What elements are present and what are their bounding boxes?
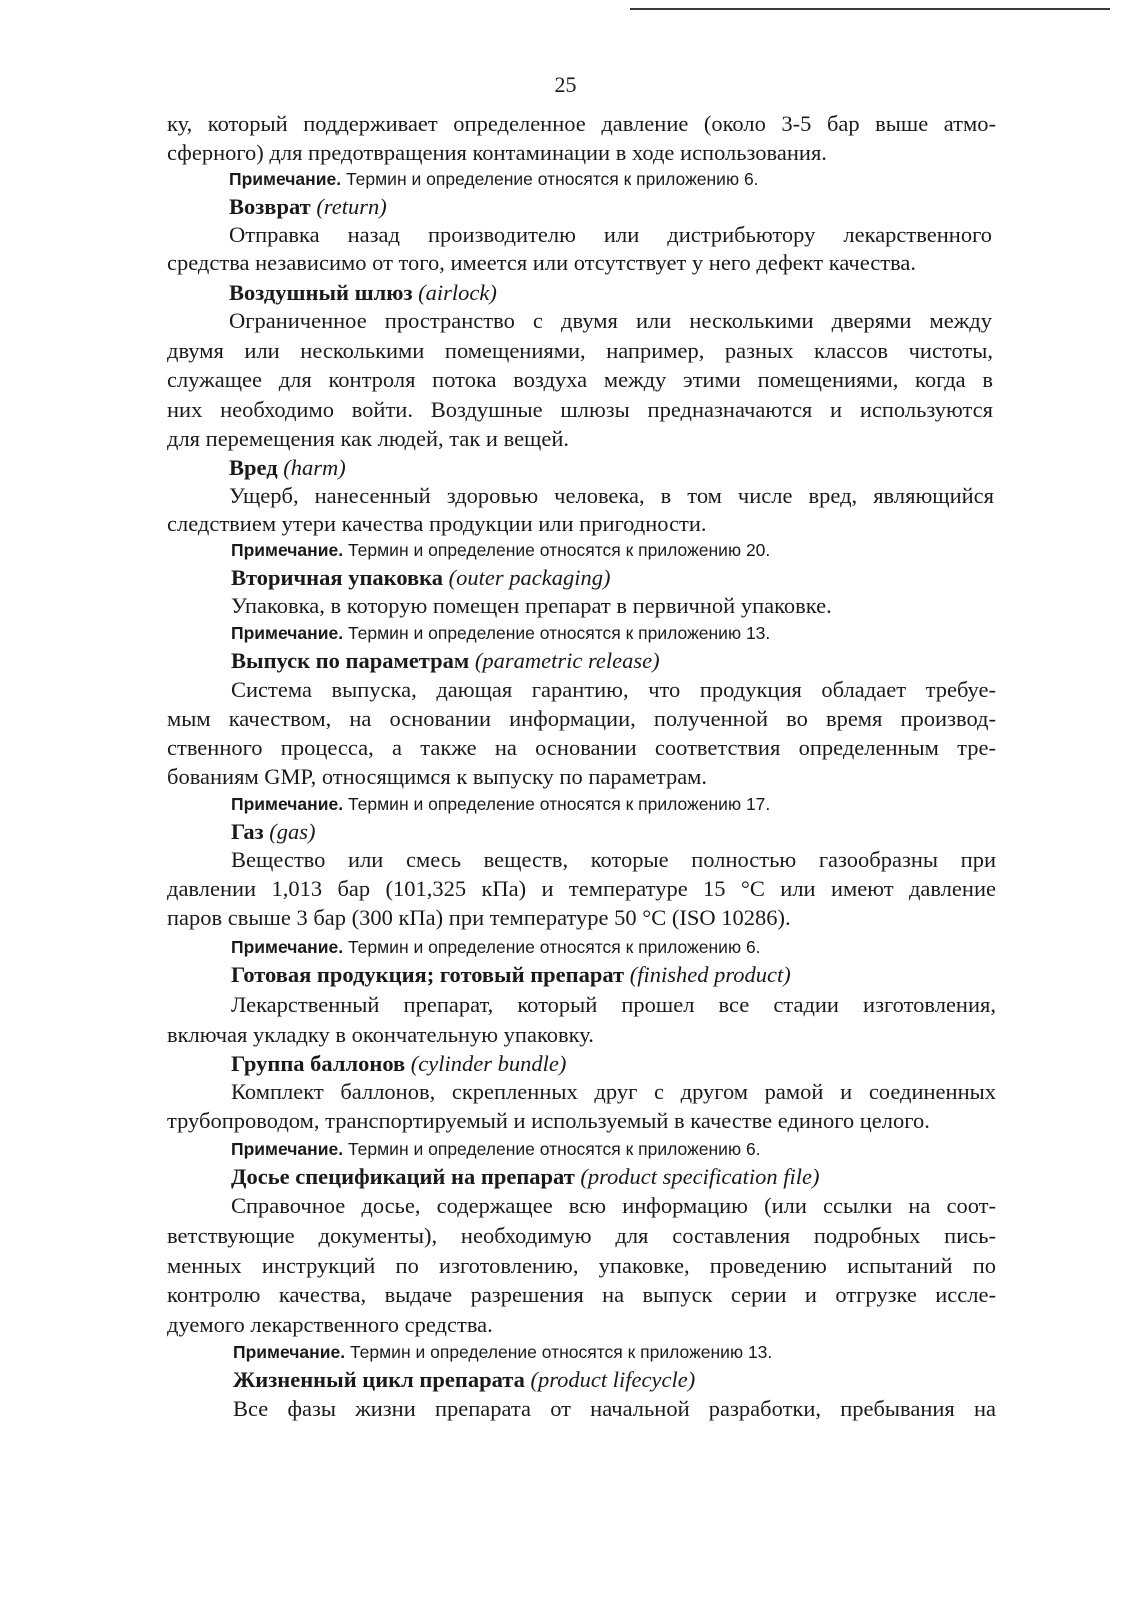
note-text: Термин и определение относятся к приложению 6. xyxy=(345,169,759,189)
term-ru: Воздушный шлюз xyxy=(229,280,413,305)
body-line: ку, который поддерживает определенное давление (около 3-5 бар выше атмо- xyxy=(167,111,996,136)
body-line: них необходимо войти. Воздушные шлюзы предназначаются и используются xyxy=(167,397,993,422)
term-heading xyxy=(229,454,346,482)
term-heading xyxy=(231,1050,566,1078)
body-line: двумя или несколькими помещениями, например, разных классов чистоты, xyxy=(167,338,993,363)
term-en: (product specification file) xyxy=(580,1164,820,1189)
term-ru: Вторичная упаковка xyxy=(231,565,444,590)
note-line xyxy=(229,168,759,190)
note-text: Термин и определение относятся к приложению 6. xyxy=(347,937,761,957)
term-heading xyxy=(229,279,497,307)
term-heading xyxy=(233,1366,695,1394)
note-label: Примечание. xyxy=(231,540,344,560)
body-line: давлении 1,013 бар (101,325 кПа) и температуре 15 °С или имеют давление xyxy=(167,876,996,901)
note-line xyxy=(233,1341,772,1363)
body-line: контролю качества, выдаче разрешения на выпуск серии и отгрузке иссле- xyxy=(167,1282,996,1307)
note-line xyxy=(231,936,761,958)
body-line: Ограниченное пространство с двумя или несколькими дверями между xyxy=(229,308,992,333)
term-en: (cylinder bundle) xyxy=(410,1051,567,1076)
term-ru: Возврат xyxy=(229,194,311,219)
term-en: (parametric release) xyxy=(474,648,660,673)
note-label: Примечание. xyxy=(231,1139,344,1159)
body-line: Все фазы жизни препарата от начальной разработки, пребывания на xyxy=(233,1396,996,1421)
body-line: Отправка назад производителю или дистрибьютору лекарственного xyxy=(229,222,992,247)
body-line: дуемого лекарственного средства. xyxy=(167,1312,493,1337)
note-line xyxy=(231,1138,761,1160)
term-heading xyxy=(231,647,660,675)
top-rule xyxy=(630,8,1110,10)
note-label: Примечание. xyxy=(229,169,342,189)
body-line: Справочное досье, содержащее всю информацию (или ссылки на соот- xyxy=(231,1193,996,1218)
term-en: (finished product) xyxy=(629,962,791,987)
note-text: Термин и определение относятся к приложению 13. xyxy=(347,623,771,643)
note-text: Термин и определение относятся к приложению 13. xyxy=(349,1342,773,1362)
body-line: паров свыше 3 бар (300 кПа) при температуре 50 °С (ISO 10286). xyxy=(167,905,791,930)
body-line: Комплект баллонов, скрепленных друг с другом рамой и соединенных xyxy=(231,1079,996,1104)
note-text: Термин и определение относятся к приложению 20. xyxy=(347,540,771,560)
body-line: средства независимо от того, имеется или отсутствует у него дефект качества. xyxy=(167,250,917,275)
term-ru: Выпуск по параметрам xyxy=(231,648,470,673)
body-line: Лекарственный препарат, который прошел все стадии изготовления, xyxy=(231,992,996,1017)
body-line: Ущерб, нанесенный здоровью человека, в том числе вред, являющийся xyxy=(229,483,994,508)
body-line: мым качеством, на основании информации, полученной во время производ- xyxy=(167,706,996,731)
note-text: Термин и определение относятся к приложению 17. xyxy=(347,794,771,814)
note-label: Примечание. xyxy=(231,794,344,814)
body-line: Упаковка, в которую помещен препарат в первичной упаковке. xyxy=(231,593,832,618)
note-text: Термин и определение относятся к приложению 6. xyxy=(347,1139,761,1159)
term-ru: Досье спецификаций на препарат xyxy=(231,1164,575,1189)
term-ru: Готовая продукция; готовый препарат xyxy=(231,962,625,987)
term-en: (product lifecycle) xyxy=(530,1367,696,1392)
term-heading xyxy=(229,193,387,221)
body-line: Система выпуска, дающая гарантию, что продукция обладает требуе- xyxy=(231,677,996,702)
term-en: (harm) xyxy=(283,455,346,480)
body-line: служащее для контроля потока воздуха между этими помещениями, когда в xyxy=(167,367,993,392)
body-line: ветствующие документы), необходимую для составления подробных пись- xyxy=(167,1223,996,1248)
term-heading xyxy=(231,1163,820,1191)
note-label: Примечание. xyxy=(233,1342,346,1362)
page-number: 25 xyxy=(554,72,577,97)
term-ru: Газ xyxy=(231,819,264,844)
note-line xyxy=(231,539,770,561)
body-line: бованиям GMP, относящимся к выпуску по параметрам. xyxy=(167,764,708,789)
note-label: Примечание. xyxy=(231,937,344,957)
term-en: (gas) xyxy=(269,819,316,844)
note-label: Примечание. xyxy=(231,623,344,643)
body-line: менных инструкций по изготовлению, упаковке, проведению испытаний по xyxy=(167,1253,996,1278)
term-en: (airlock) xyxy=(418,280,497,305)
term-heading xyxy=(231,961,791,989)
body-line: сферного) для предотвращения контаминации в ходе использования. xyxy=(167,140,827,165)
term-ru: Жизненный цикл препарата xyxy=(233,1367,525,1392)
term-ru: Группа баллонов xyxy=(231,1051,406,1076)
body-line: включая укладку в окончательную упаковку. xyxy=(167,1022,594,1047)
body-line: ственного процесса, а также на основании соответствия определенным тре- xyxy=(167,735,996,760)
body-line: следствием утери качества продукции или пригодности. xyxy=(167,511,707,536)
term-en: (outer packaging) xyxy=(448,565,611,590)
term-ru: Вред xyxy=(229,455,278,480)
body-line: для перемещения как людей, так и вещей. xyxy=(167,426,570,451)
note-line xyxy=(231,793,770,815)
term-heading xyxy=(231,564,611,592)
term-heading xyxy=(231,818,316,846)
body-line: трубопроводом, транспортируемый и используемый в качестве единого целого. xyxy=(167,1108,930,1133)
note-line xyxy=(231,622,770,644)
body-line: Вещество или смесь веществ, которые полностью газообразны при xyxy=(231,847,996,872)
term-en: (return) xyxy=(316,194,387,219)
